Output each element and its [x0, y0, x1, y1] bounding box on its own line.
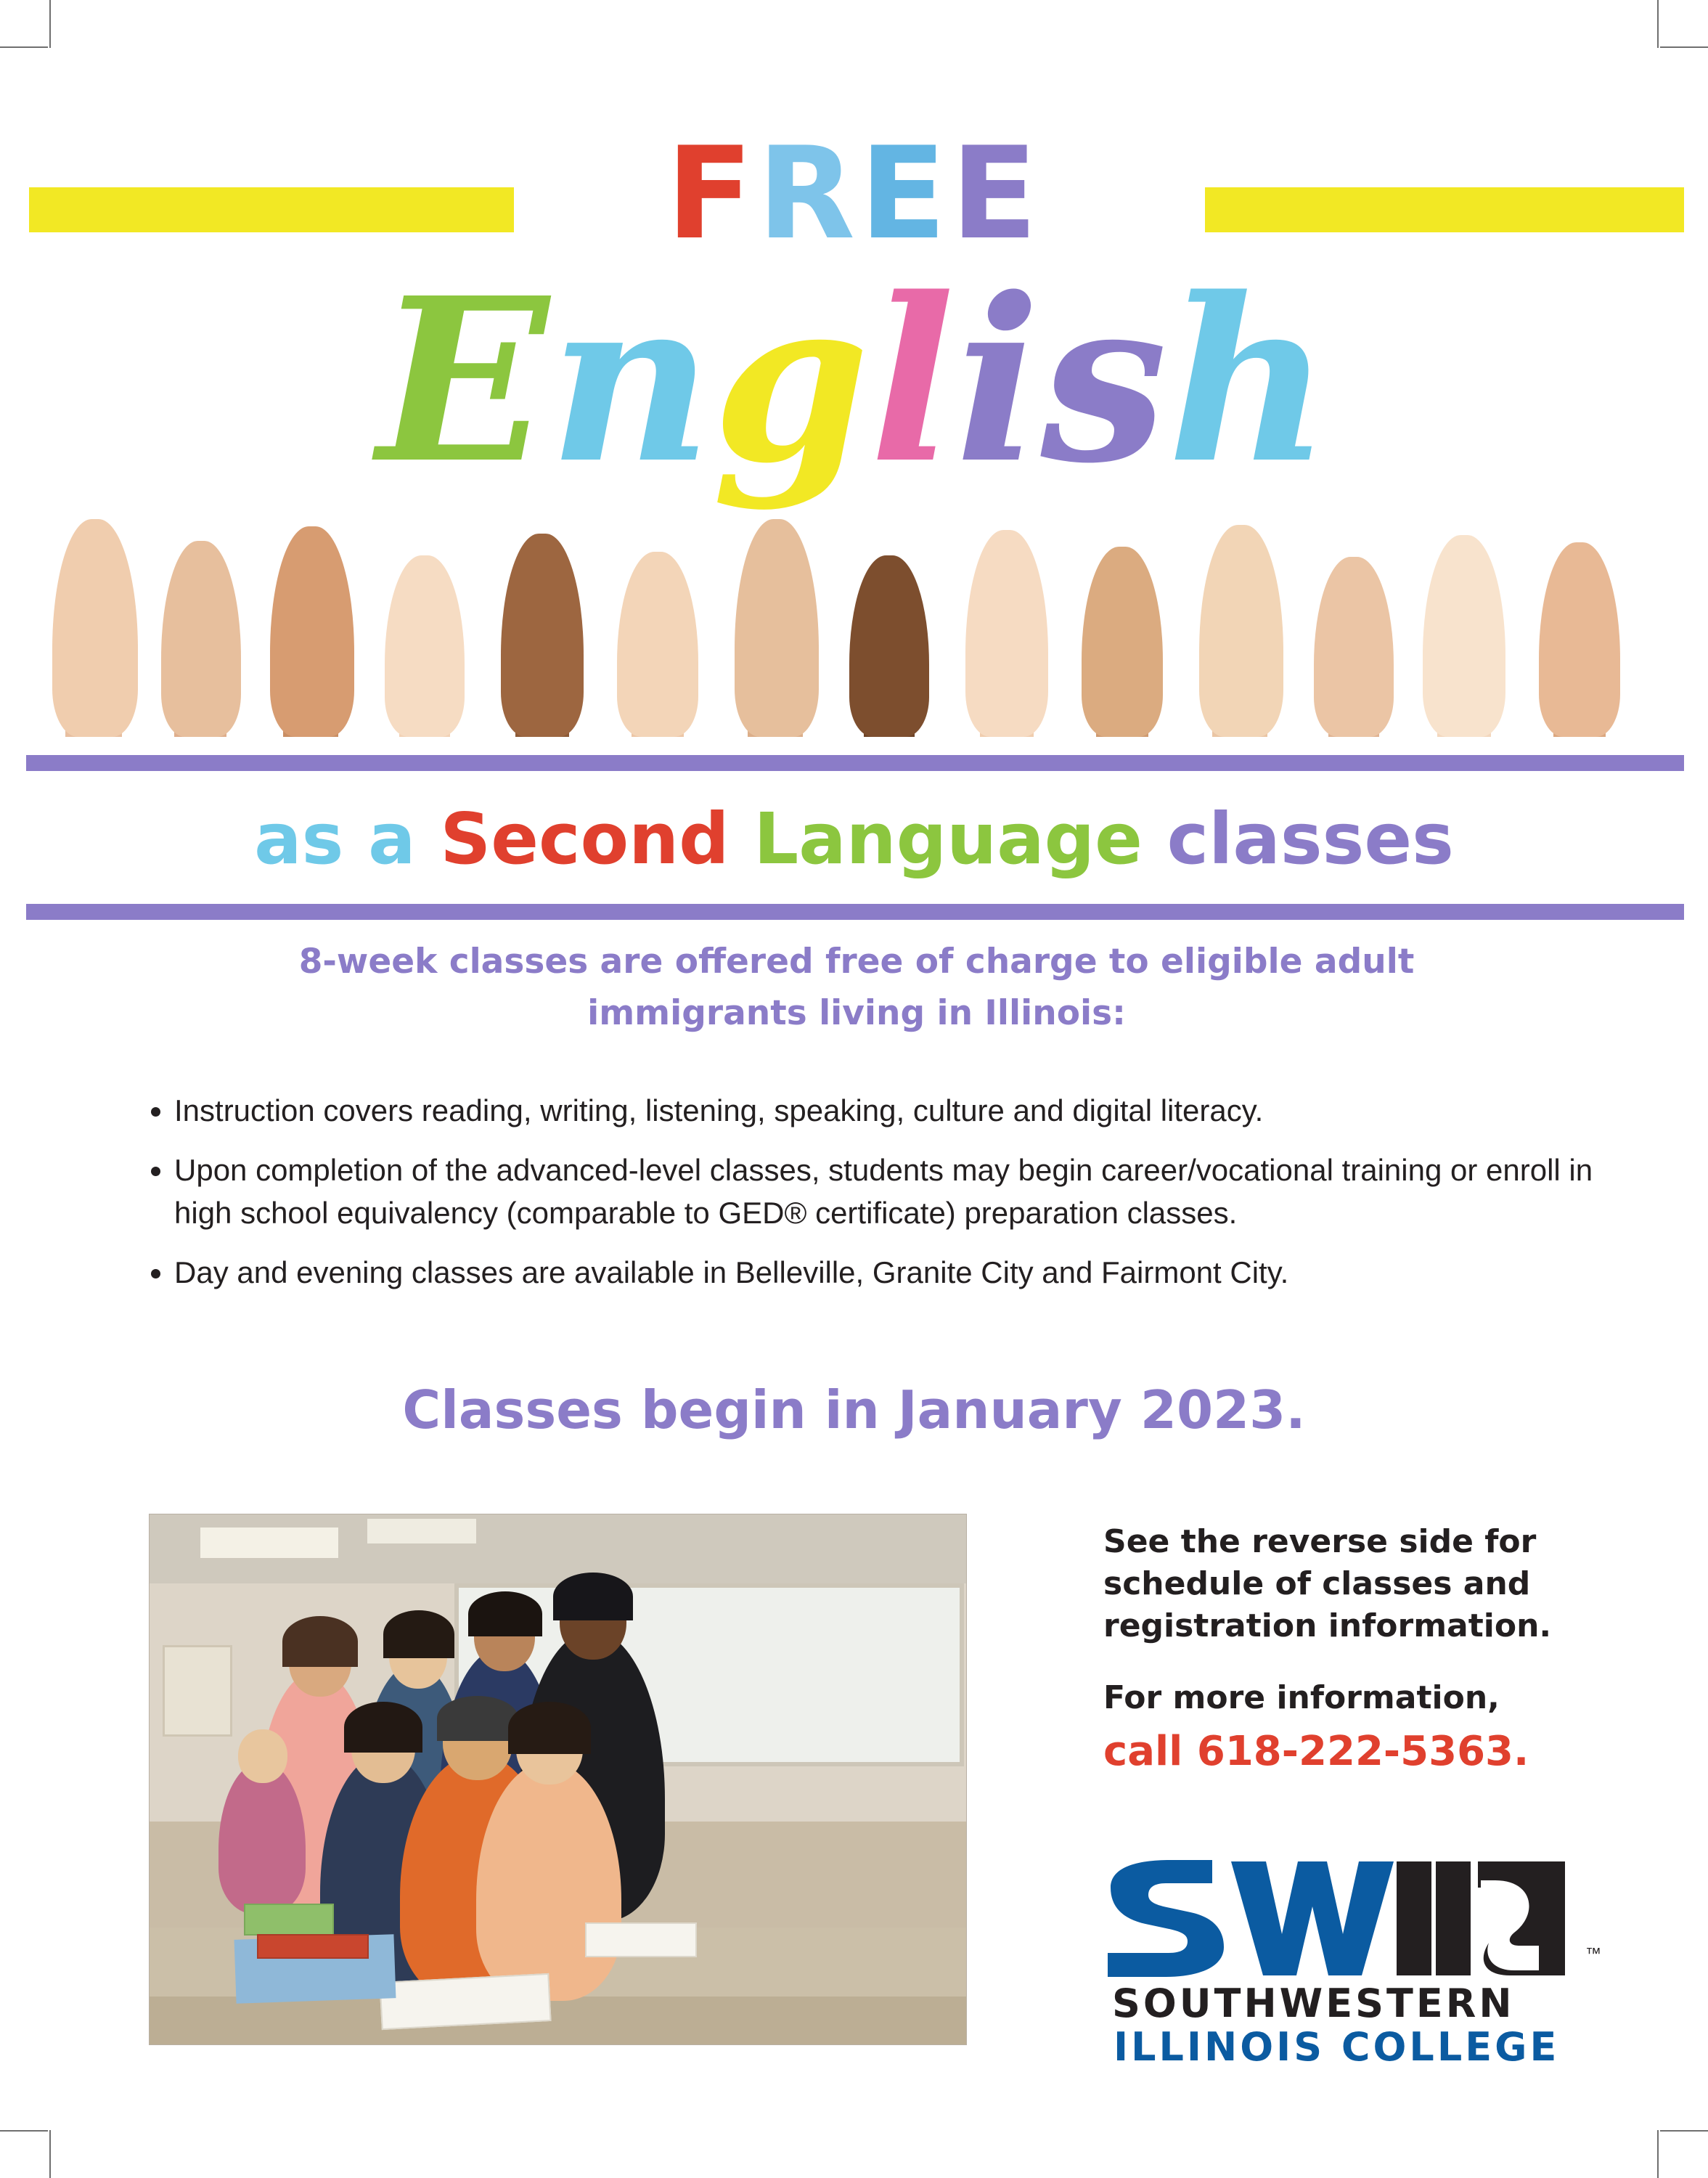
subtitle-language: Language: [753, 798, 1143, 880]
divider-rule-top: [26, 755, 1684, 771]
hero-banner: [0, 29, 1708, 880]
phone-number[interactable]: call 618-222-5363.: [1103, 1728, 1529, 1775]
subtitle-second: Second: [440, 798, 730, 880]
list-item: • Day and evening classes are available in Belleville, Granite City and Fairmont City.: [174, 1251, 1619, 1294]
swic-logo-mark: [1103, 1859, 1568, 1978]
logo-line-southwestern: SOUTHWESTERN: [1112, 1981, 1515, 2026]
more-information-label: For more information,: [1103, 1679, 1500, 1716]
subtitle-as-a: as a: [254, 798, 416, 880]
crop-mark-bottom-left-horizontal: [0, 2130, 48, 2132]
logo-line-illinois-college: ILLINOIS COLLEGE: [1114, 2024, 1560, 2070]
list-item: • Instruction covers reading, writing, listening, speaking, culture and digital literacy.: [174, 1089, 1619, 1133]
headline-free: FREE: [666, 121, 1042, 268]
raised-hands-illustration: [22, 425, 1691, 737]
crop-mark-bottom-left-vertical: [49, 2130, 51, 2178]
headline-subtitle: [0, 799, 1708, 880]
subtitle-classes: classes: [1166, 798, 1454, 880]
crop-mark-bottom-right-horizontal: [1660, 2130, 1708, 2132]
classroom-photo: [149, 1514, 967, 2045]
trademark-symbol: ™: [1585, 1944, 1601, 1962]
headline-english: English: [377, 249, 1331, 513]
divider-rule-bottom: [26, 904, 1684, 920]
reverse-side-note: See the reverse side for schedule of classes and registration information.: [1103, 1523, 1552, 1645]
swic-logo: [1103, 1859, 1601, 2070]
crop-mark-bottom-right-vertical: [1657, 2130, 1659, 2178]
list-item: • Upon completion of the advanced-level classes, students may begin career/vocational training or enroll in high school equivalency (comparable to GED® certificate) preparation classes.: [174, 1149, 1619, 1235]
lead-paragraph: 8-week classes are offered free of charge to eligible adult immigrants living in Illinois:: [298, 942, 1415, 1033]
classes-begin-heading: Classes begin in January 2023.: [402, 1379, 1306, 1440]
bullet-list: [145, 1089, 1619, 1310]
